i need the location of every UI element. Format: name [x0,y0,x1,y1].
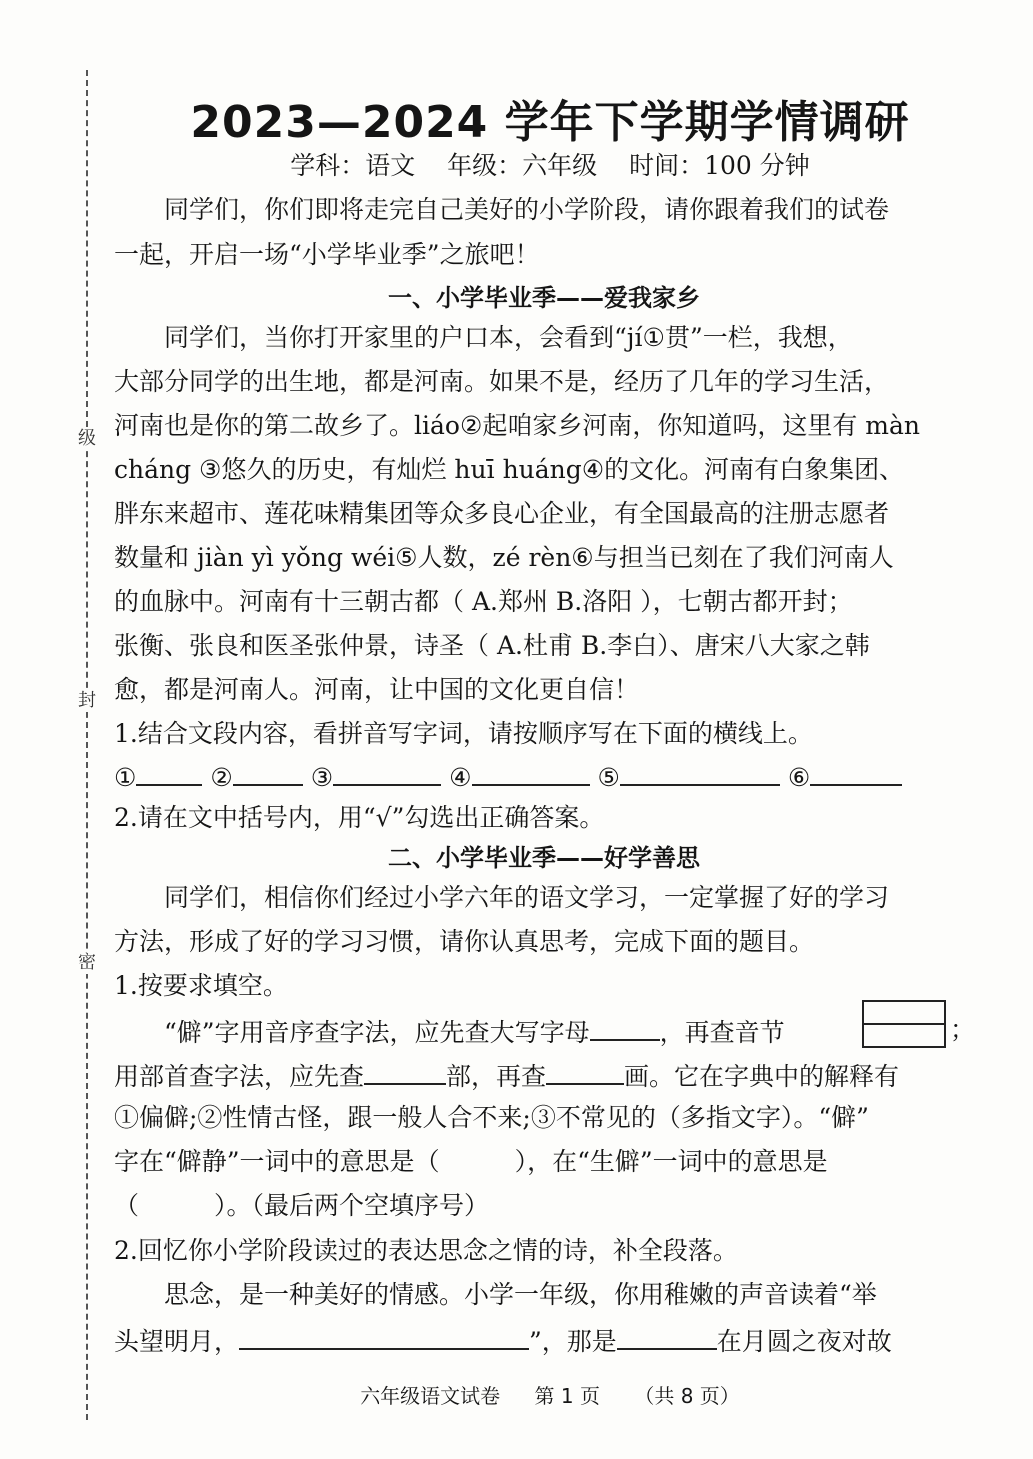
dict-line-3: ①偏僻;②性情古怪，跟一般人合不来;③不常见的（多指文字）。“僻” [114,1103,869,1132]
poem-text-2a: 头望明月， [114,1327,240,1356]
intro-line-2: 一起，开启一场“小学毕业季”之旅吧！ [114,240,540,269]
answer-blank-5[interactable] [620,760,780,786]
passage-line-5: 胖东来超市、莲花味精集团等众多良心企业，有全国最高的注册志愿者 [114,499,890,528]
intro-line-1: 同学们，你们即将走完自己美好的小学阶段，请你跟着我们的试卷 [164,195,890,224]
section1-heading: 一、小学毕业季——爱我家乡 [388,284,700,312]
binding-char-seal: 封 [72,690,102,712]
answer-blank-1[interactable] [136,760,202,786]
subject-label: 学科：语文 [290,151,416,180]
exam-title: 2023—2024 学年下学期学情调研 [190,97,910,148]
answer-row-1 [114,760,974,793]
mark-1: ① [114,763,137,792]
dict-text-2b: 部，再查 [446,1062,547,1091]
footer-paper: 六年级语文试卷 [360,1384,501,1408]
poem-text-2c: 在月圆之夜对故 [716,1327,892,1356]
section2-intro-2: 方法，形成了好的学习习惯，请你认真思考，完成下面的题目。 [114,927,815,956]
mark-2: ② [210,763,233,792]
passage-line-9: 愈，都是河南人。河南，让中国的文化更自信！ [114,675,640,704]
dict-line-4: 字在“僻静”一词中的意思是（ ），在“生僻”一词中的意思是 [114,1147,828,1176]
answer-blank-4[interactable] [472,760,590,786]
answer-blank-2[interactable] [233,760,303,786]
page-footer [120,1380,980,1409]
section2-heading: 二、小学毕业季——好学善思 [388,844,700,872]
stroke-blank[interactable] [546,1059,624,1085]
dict-line-5: （ ）。（最后两个空填序号） [114,1191,490,1220]
passage-line-2: 大部分同学的出生地，都是河南。如果不是，经历了几年的学习生活， [114,367,890,396]
binding-line [86,70,88,1420]
passage-line-8: 张衡、张良和医圣张仲景，诗圣（ A.杜甫 B.李白）、唐宋八大家之韩 [114,631,870,660]
poem-line-1: 思念，是一种美好的情感。小学一年级，你用稚嫩的声音读着“举 [164,1280,877,1309]
poem-blank[interactable] [239,1324,529,1350]
dict-text-2a: 用部首查字法，应先查 [114,1062,365,1091]
binding-char-secret: 密 [72,952,102,974]
answer-blank-3[interactable] [333,760,441,786]
exam-meta [120,146,980,182]
radical-blank[interactable] [364,1059,446,1085]
mark-3: ③ [310,763,334,792]
footer-total: （共 8 页） [634,1384,740,1408]
passage-line-3: 河南也是你的第二故乡了。liáo②起咱家乡河南，你知道吗，这里有 màn [114,411,921,440]
question-1-1: 1.结合文段内容，看拼音写字词，请按顺序写在下面的横线上。 [114,719,813,748]
dict-text-1a: “僻”字用音序查字法，应先查大写字母 [164,1018,590,1047]
binding-char-class: 级 [72,428,102,450]
passage-line-6: 数量和 jiàn yì yǒng wéi⑤人数，zé rèn⑥与担当已刻在了我们河南人 [114,543,894,572]
dict-text-2c: 画。它在字典中的解释有 [624,1062,900,1091]
question-1-2: 2.请在文中括号内，用“√”勾选出正确答案。 [114,803,605,832]
passage-line-4: cháng ③悠久的历史，有灿烂 huī huáng④的文化。河南有白象集团、 [114,455,905,484]
question-2-1: 1.按要求填空。 [114,971,288,1000]
footer-page: 第 1 页 [534,1384,600,1408]
mark-6: ⑥ [787,763,811,792]
mark-5: ⑤ [597,763,620,792]
mark-4: ④ [449,763,472,792]
time-label: 时间：100 分钟 [629,151,810,180]
letter-blank[interactable] [590,1015,660,1041]
poem-line-2 [114,1324,974,1357]
answer-blank-6[interactable] [810,760,902,786]
grade-label: 年级：六年级 [447,151,598,180]
passage-line-7: 的血脉中。河南有十三朝古都（ A.郑州 B.洛阳 ），七朝古都开封； [114,587,853,616]
dict-text-1c: ； [950,1015,976,1044]
poet-blank[interactable] [617,1324,717,1350]
passage-line-1: 同学们，当你打开家里的户口本，会看到“jí①贯”一栏，我想， [164,323,853,352]
question-2-2: 2.回忆你小学阶段读过的表达思念之情的诗，补全段落。 [114,1236,738,1265]
section2-intro-1: 同学们，相信你们经过小学六年的语文学习，一定掌握了好的学习 [164,883,890,912]
poem-text-2b: ”，那是 [529,1327,617,1356]
dict-text-1b: ，再查音节 [659,1018,785,1047]
dict-line-2 [114,1059,974,1092]
syllable-box[interactable] [862,1000,946,1048]
